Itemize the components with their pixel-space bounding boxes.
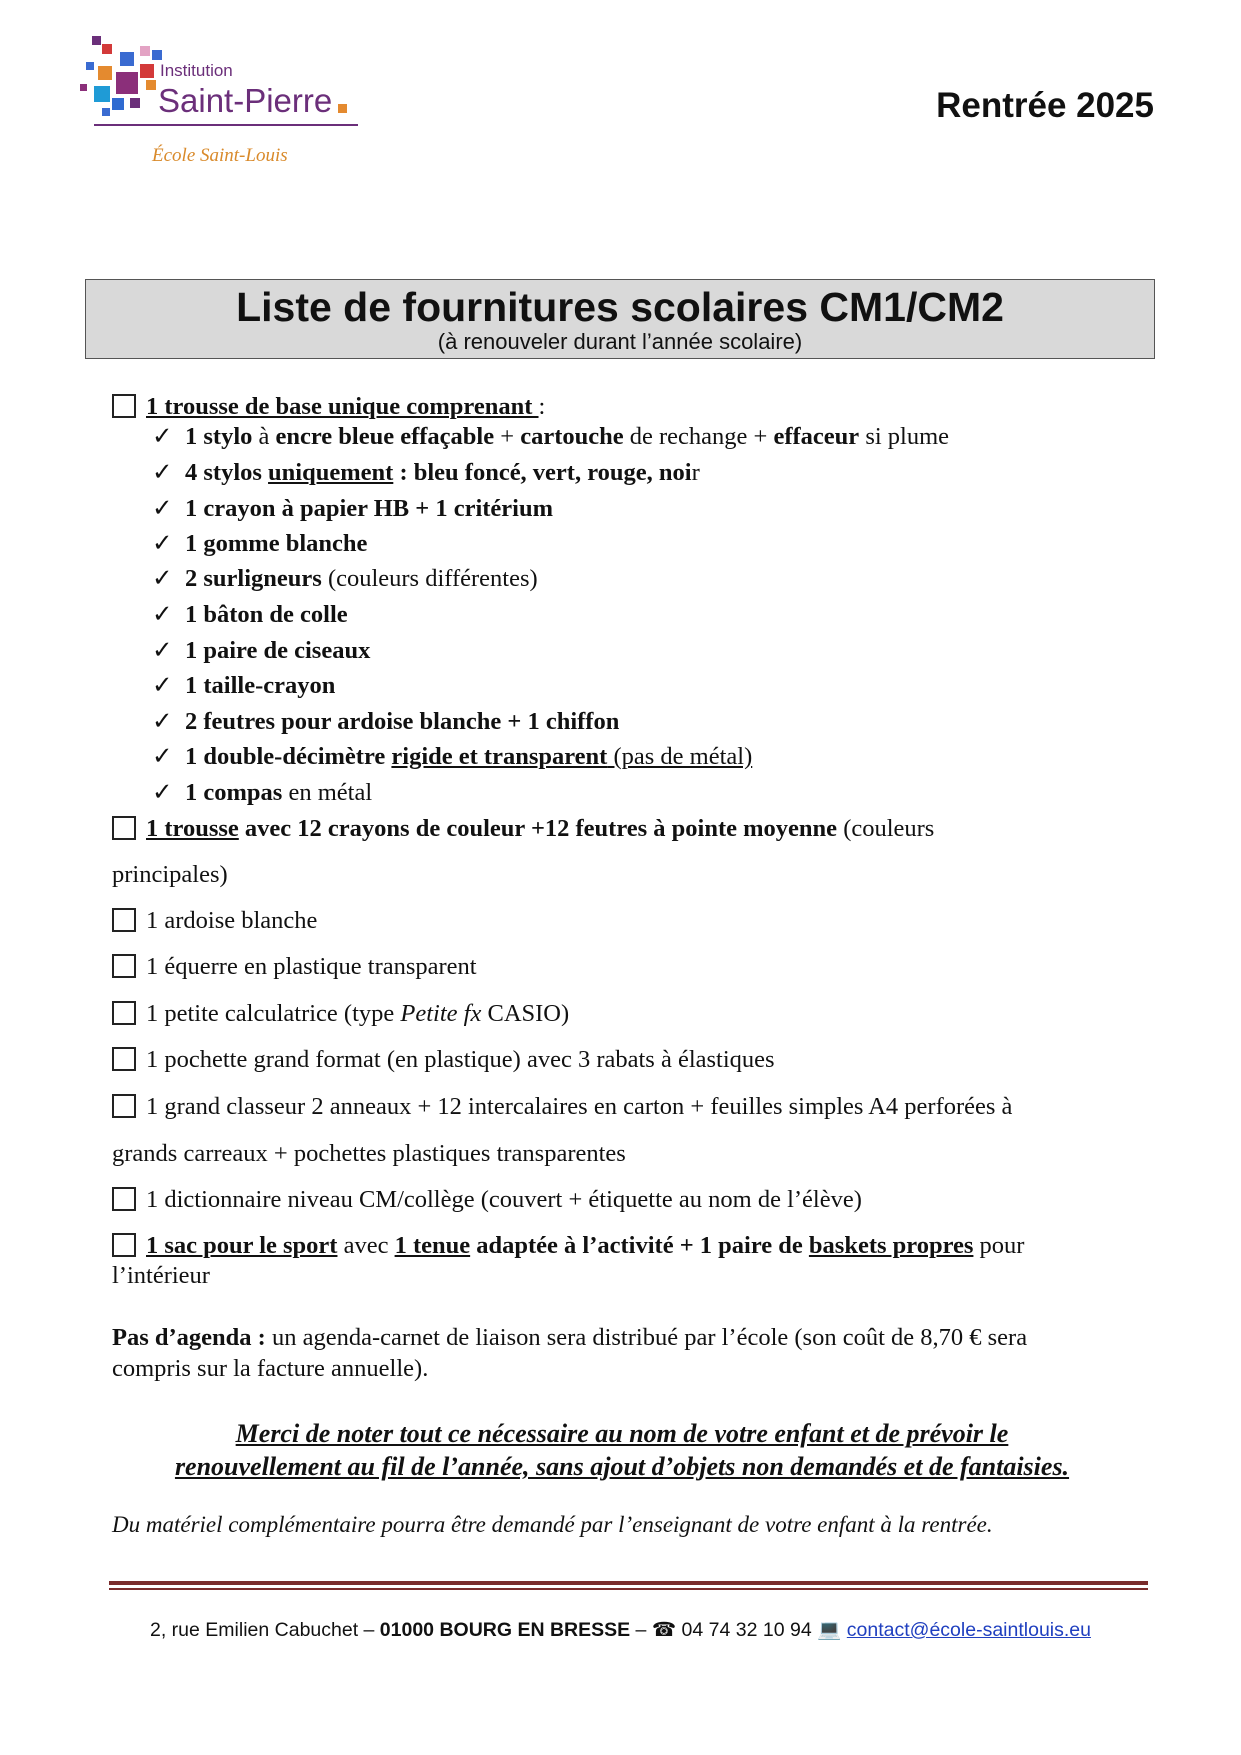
sub-item-compas: ✓ 1 compas en métal: [152, 779, 373, 806]
computer-icon: 💻: [817, 1619, 842, 1641]
page-title: Liste de fournitures scolaires CM1/CM2: [236, 284, 1004, 330]
footer-rule-thin: [109, 1588, 1148, 1590]
check-icon: ✓: [152, 779, 173, 806]
check-icon: ✓: [152, 637, 173, 664]
list-item-trousse-couleur-cont: principales): [112, 861, 228, 888]
school-year: Rentrée 2025: [936, 86, 1154, 125]
sub-item-gomme: ✓ 1 gomme blanche: [152, 530, 368, 557]
sub-item-colle: ✓ 1 bâton de colle: [152, 601, 348, 628]
check-icon: ✓: [152, 708, 173, 735]
list-item-pochette: 1 pochette grand format (en plastique) avec 3 rabats à élastiques: [112, 1045, 775, 1075]
check-icon: ✓: [152, 423, 173, 450]
title-box: [85, 279, 1155, 359]
footer-rule: [109, 1581, 1148, 1585]
additional-material-note: Du matériel complémentaire pourra être demandé par l’enseignant de votre enfant à la rentrée.: [112, 1512, 993, 1537]
phone-number: 04 74 32 10 94: [681, 1619, 812, 1641]
reminder-notice: Merci de noter tout ce nécessaire au nom de votre enfant et de prévoir le renouvellement au fil de l’année, sans ajout d’objets non demandés et de fantaisies.: [174, 1419, 1070, 1481]
logo-text-name: Saint-Pierre: [158, 82, 333, 119]
check-icon: ✓: [152, 530, 173, 557]
check-icon: ✓: [152, 601, 173, 628]
checkbox-icon[interactable]: [112, 1094, 136, 1118]
sub-item-feutres-ardoise: ✓ 2 feutres pour ardoise blanche + 1 chiffon: [152, 708, 620, 735]
footer: 2, rue Emilien Cabuchet – 01000 BOURG EN BRESSE – ☎ 04 74 32 10 94 💻 contact@école-saintlouis.eu: [150, 1619, 1091, 1641]
list-item-ardoise: 1 ardoise blanche: [112, 906, 317, 936]
checkbox-icon[interactable]: [112, 394, 136, 418]
list-item-dictionnaire: 1 dictionnaire niveau CM/collège (couvert + étiquette au nom de l’élève): [112, 1185, 862, 1215]
list-item-equerre: 1 équerre en plastique transparent: [112, 952, 477, 982]
list-item-trousse-base: 1 trousse de base unique comprenant :: [112, 392, 545, 422]
logo-graphic: [80, 36, 400, 176]
list-item-classeur: 1 grand classeur 2 anneaux + 12 intercalaires en carton + feuilles simples A4 perforées à: [112, 1092, 1012, 1122]
checkbox-icon[interactable]: [112, 1047, 136, 1071]
page-subtitle: (à renouveler durant l’année scolaire): [437, 329, 803, 354]
checkbox-icon[interactable]: [112, 1001, 136, 1025]
sub-item-double-decimetre: ✓ 1 double-décimètre rigide et transparent (pas de métal): [152, 743, 753, 770]
sub-item-stylo: ✓ 1 stylo à encre bleue effaçable + cartouche de rechange + effaceur si plume: [152, 423, 950, 450]
check-icon: ✓: [152, 565, 173, 592]
sub-item-taille-crayon: ✓ 1 taille-crayon: [152, 672, 336, 699]
sub-item-crayon: ✓ 1 crayon à papier HB + 1 critérium: [152, 495, 554, 522]
checkbox-icon[interactable]: [112, 1187, 136, 1211]
list-item-classeur-cont: grands carreaux + pochettes plastiques transparentes: [112, 1140, 626, 1167]
checkbox-icon[interactable]: [112, 954, 136, 978]
checkbox-icon[interactable]: [112, 816, 136, 840]
sub-item-ciseaux: ✓ 1 paire de ciseaux: [152, 637, 371, 664]
check-icon: ✓: [152, 459, 173, 486]
school-logo: [80, 36, 400, 176]
list-item-sport-cont: l’intérieur: [112, 1262, 210, 1289]
sub-item-surligneurs: ✓ 2 surligneurs (couleurs différentes): [152, 565, 538, 592]
checkbox-icon[interactable]: [112, 908, 136, 932]
logo-text-school: École Saint-Louis: [152, 145, 288, 166]
list-item-trousse-couleur: 1 trousse avec 12 crayons de couleur +12 feutres à pointe moyenne (couleurs: [112, 814, 934, 844]
agenda-paragraph: Pas d’agenda : un agenda-carnet de liaison sera distribué par l’école (son coût de 8,70 € sera compris sur la facture annuelle).: [112, 1324, 1028, 1382]
list-item-sport: 1 sac pour le sport avec 1 tenue adaptée à l’activité + 1 paire de baskets propres pour: [112, 1231, 1024, 1261]
phone-icon: ☎: [651, 1619, 677, 1641]
list-item-calculatrice: 1 petite calculatrice (type Petite fx CASIO): [112, 999, 569, 1029]
email-link[interactable]: contact@école-saintlouis.eu: [846, 1619, 1091, 1641]
sub-item-stylos: ✓ 4 stylos uniquement : bleu foncé, vert, rouge, noir: [152, 459, 700, 486]
check-icon: ✓: [152, 495, 173, 522]
checkbox-icon[interactable]: [112, 1233, 136, 1257]
logo-text-institution: Institution: [160, 61, 233, 80]
check-icon: ✓: [152, 743, 173, 770]
check-icon: ✓: [152, 672, 173, 699]
